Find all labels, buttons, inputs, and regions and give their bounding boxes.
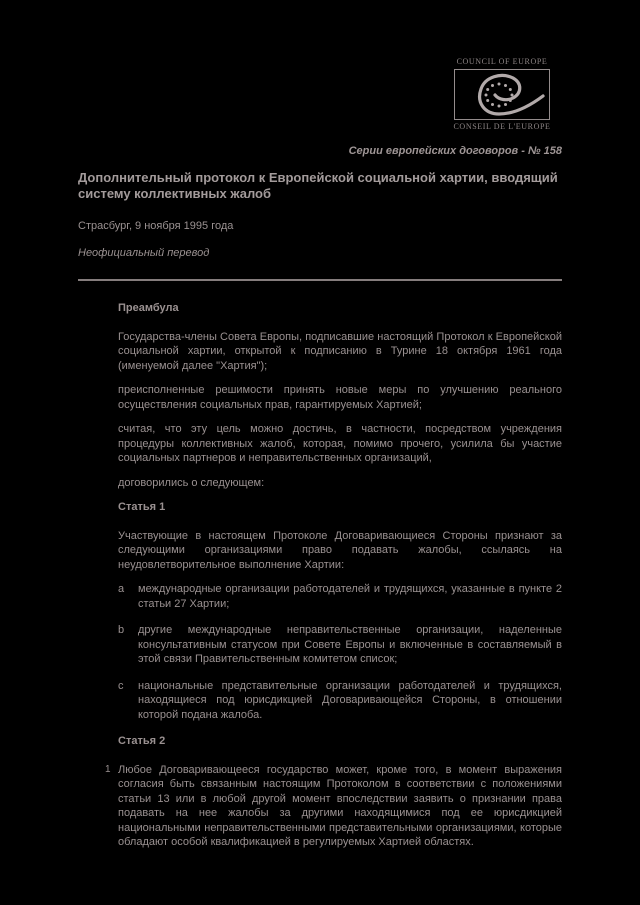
document-body — [105, 299, 562, 860]
council-of-europe-logo — [452, 57, 552, 132]
place-date-line: Страсбург, 9 ноября 1995 года — [78, 220, 234, 232]
logo-caption-top: COUNCIL OF EUROPE — [456, 57, 548, 66]
list-item-marker: c — [118, 679, 124, 692]
numbered-paragraph-marker: 1 — [105, 763, 111, 775]
list-item — [118, 582, 562, 611]
list-item — [118, 679, 562, 723]
list-item-marker: a — [118, 583, 125, 595]
preamble-paragraph: Государства-члены Совета Европы, подписавшие настоящий Протокол к Европейской социальной хартии, открытой к подписанию в Турине 18 октября 1961 года (именуемой далее "Хартия"); — [118, 330, 562, 372]
list-item — [118, 623, 562, 667]
article-1-intro: Участвующие в настоящем Протоколе Договаривающиеся Стороны признают за следующими организациями право подавать жалобы, ссылаясь на неудовлетворительное выполнение Хартии: — [118, 529, 562, 571]
translation-note: Неофициальный перевод — [78, 247, 210, 259]
article-1-heading: Статья 1 — [118, 501, 166, 513]
council-of-europe-emblem-icon — [454, 69, 550, 120]
list-item-text: международные организации работодателей и трудящихся, указанные в пункте 2 статьи 27 Хартии; — [138, 583, 562, 610]
preamble-paragraph: считая, что эту цель можно достичь, в частности, посредством учреждения процедуры коллективных жалоб, которая, помимо прочего, усилила бы участие социальных партнеров и неправительственных организаций, — [118, 423, 562, 464]
preamble-paragraph: преисполненные решимости принять новые меры по улучшению реального осуществления социальных прав, гарантируемых Хартией; — [118, 384, 562, 411]
numbered-paragraph-text: Любое Договаривающееся государство может, кроме того, в момент выражения согласия быть связанным настоящим Протоколом в соответствии с положениями статьи 13 или в любой другой момент впоследствии заявить о признании права подавать на нее жалобы за другими находящимися под ее юрисдикцией национальными неправительственными представительными организациями, которые обладают особой квалификацией в регулируемых Хартией областях. — [118, 763, 562, 848]
article-2-heading: Статья 2 — [118, 735, 166, 747]
preamble-paragraph: договорились о следующем: — [118, 476, 265, 489]
treaty-series-label: Серии европейских договоров - № 158 — [348, 145, 562, 157]
list-item-text: национальные представительные организации работодателей и трудящихся, находящиеся под юрисдикцией Договаривающейся Стороны, в отношении которой подана жалоба. — [138, 679, 562, 721]
preamble-heading: Преамбула — [118, 302, 179, 314]
numbered-paragraph — [105, 763, 562, 850]
horizontal-divider — [78, 279, 562, 281]
logo-caption-bottom: CONSEIL DE L'EUROPE — [453, 122, 551, 131]
list-item-text: другие международные неправительственные организации, наделенные консультативным статусом при Совете Европы и включенные в составляемый в этой связи Правительственным комитетом список; — [138, 624, 562, 665]
list-item-marker: b — [118, 624, 125, 636]
page-title: Дополнительный протокол к Европейской социальной хартии, вводящий систему коллективных жалоб — [78, 170, 558, 201]
